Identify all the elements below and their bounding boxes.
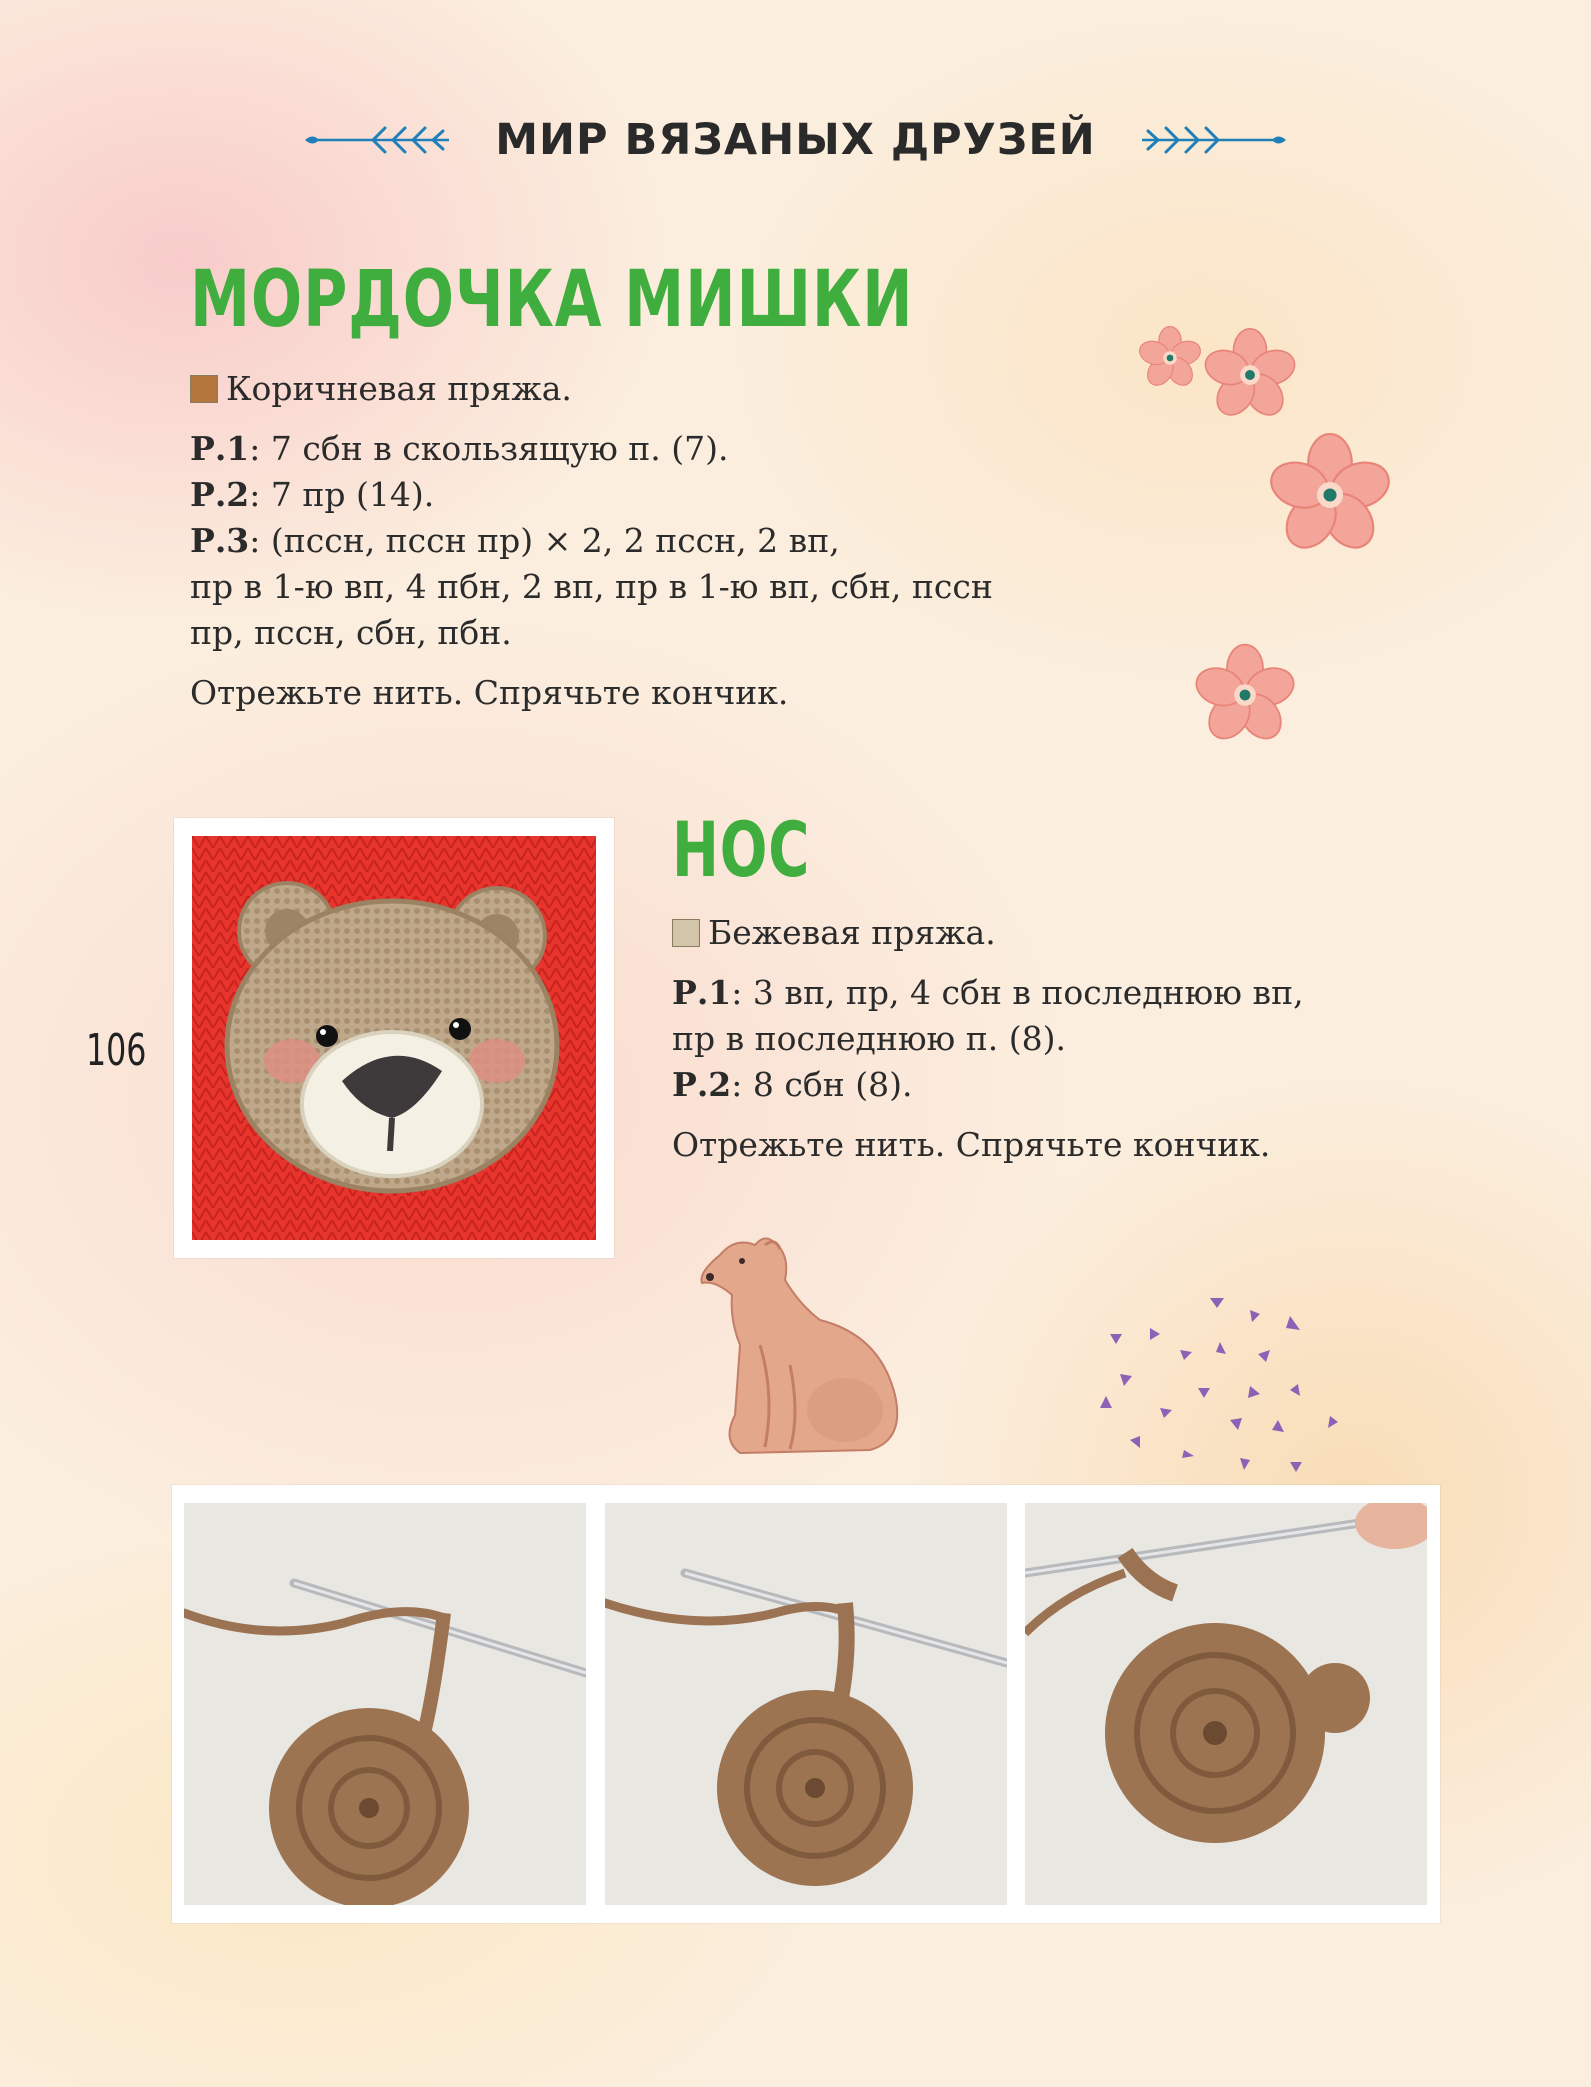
muzzle-title: МОРДОЧКА МИШКИ — [190, 255, 914, 345]
nose-row-1-cont: пр в последнюю п. (8). — [672, 1019, 1066, 1058]
left-leaf-ornament-icon — [303, 123, 453, 157]
nose-title: НОС — [672, 805, 811, 894]
nose-yarn: Бежевая пряжа. — [672, 910, 1304, 956]
step-photo-3 — [1025, 1503, 1427, 1905]
running-header — [0, 105, 1591, 175]
beige-yarn-swatch-icon — [672, 919, 700, 947]
header-title: МИР ВЯЗАНЫХ ДРУЗЕЙ — [495, 115, 1096, 165]
step-photos-strip — [172, 1485, 1440, 1923]
muzzle-yarn: Коричневая пряжа. — [190, 366, 993, 412]
brown-yarn-swatch-icon — [190, 375, 218, 403]
triangle-confetti-icon — [1090, 1290, 1350, 1490]
nose-finish: Отрежьте нить. Спрячьте кончик. — [672, 1125, 1271, 1164]
crochet-step-3-image — [1025, 1503, 1427, 1905]
crochet-step-1-image — [184, 1503, 586, 1905]
muzzle-row-3: Р.3: (пссн, пссн пр) × 2, 2 пссн, 2 вп, — [190, 521, 840, 560]
sitting-bear-illustration — [680, 1225, 930, 1465]
muzzle-instructions — [190, 366, 993, 716]
nose-row-2: Р.2: 8 сбн (8). — [672, 1065, 913, 1104]
step-photo-1 — [184, 1503, 586, 1905]
bear-face-photo — [174, 818, 614, 1258]
crochet-step-2-image — [605, 1503, 1007, 1905]
muzzle-finish: Отрежьте нить. Спрячьте кончик. — [190, 673, 789, 712]
muzzle-row-2: Р.2: 7 пр (14). — [190, 475, 435, 514]
step-photo-2 — [605, 1503, 1007, 1905]
right-leaf-ornament-icon — [1138, 123, 1288, 157]
nose-instructions — [672, 910, 1304, 1168]
muzzle-row-1: Р.1: 7 сбн в скользящую п. (7). — [190, 429, 729, 468]
flower-decoration-icon — [1120, 320, 1410, 760]
muzzle-row-3-cont-1: пр в 1-ю вп, 4 пбн, 2 вп, пр в 1-ю вп, сбн, пссн — [190, 567, 993, 606]
page-number: 106 — [86, 1025, 147, 1076]
muzzle-row-3-cont-2: пр, пссн, сбн, пбн. — [190, 613, 512, 652]
nose-row-1: Р.1: 3 вп, пр, 4 сбн в последнюю вп, — [672, 973, 1304, 1012]
bear-face-image — [192, 836, 596, 1240]
